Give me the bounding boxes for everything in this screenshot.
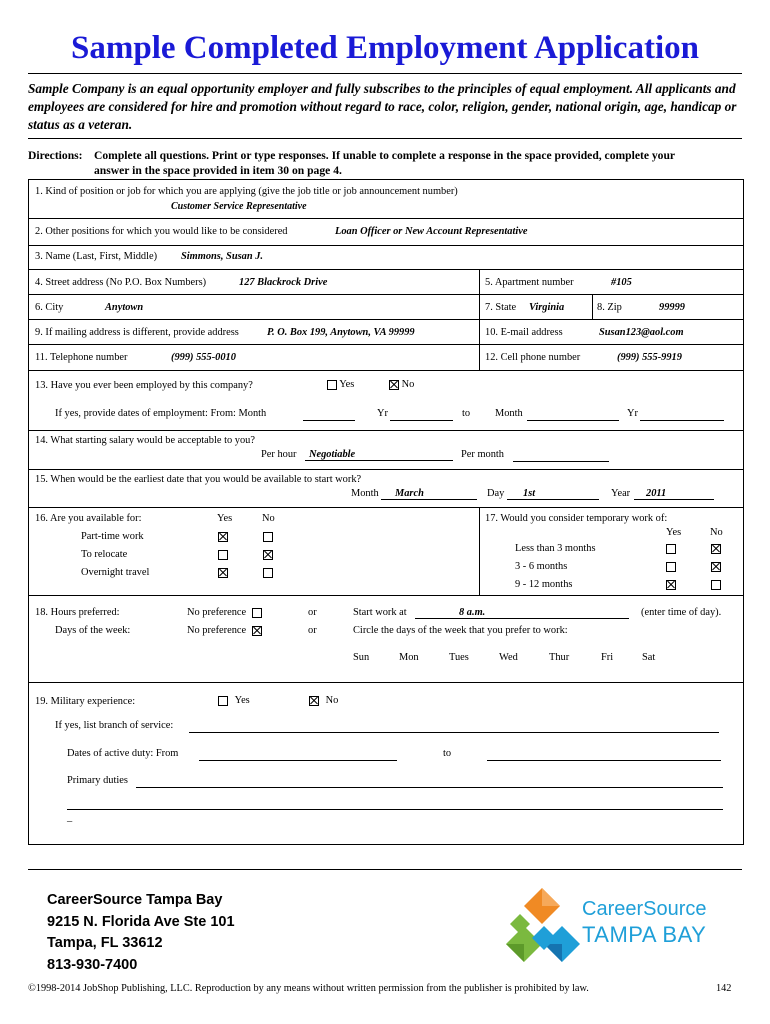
q18-day-option[interactable]: Sun xyxy=(353,652,370,663)
footer-street: 9215 N. Florida Ave Ste 101 xyxy=(47,913,235,930)
q18-start-field[interactable] xyxy=(415,607,629,619)
q17-yes-checkbox[interactable] xyxy=(666,544,676,554)
copyright: ©1998-2014 JobShop Publishing, LLC. Reproduction by any means without written permission from the publisher is prohibited by law. xyxy=(28,983,589,994)
q18-hours-label: 18. Hours preferred: xyxy=(35,607,120,618)
q13-to-month-field[interactable] xyxy=(527,420,619,421)
q2-label: 2. Other positions for which you would like to be considered xyxy=(35,226,288,237)
q19-row xyxy=(29,682,743,844)
q11-row xyxy=(29,344,743,371)
intro-divider xyxy=(28,138,742,139)
q13-yes-label: Yes xyxy=(339,379,355,390)
q18-enter-time: (enter time of day). xyxy=(641,607,722,618)
q6-divider xyxy=(479,294,480,319)
q19-branch-field[interactable] xyxy=(189,732,719,733)
q15-day-label: Day xyxy=(487,488,505,499)
q10-answer[interactable]: Susan123@aol.com xyxy=(599,327,684,338)
footer-city: Tampa, FL 33612 xyxy=(47,935,163,951)
q15-month-value: March xyxy=(395,488,424,499)
q9-label: 9. If mailing address is different, provide address xyxy=(35,327,239,338)
q7-answer[interactable]: Virginia xyxy=(529,302,565,313)
q18-hours-checkbox[interactable] xyxy=(252,608,262,618)
page-number: 142 xyxy=(716,983,732,994)
q16-row xyxy=(29,507,743,596)
q13-to-yr-field[interactable] xyxy=(640,420,724,421)
q11-answer[interactable]: (999) 555-0010 xyxy=(171,352,236,363)
q16-divider xyxy=(479,507,480,595)
q19-duties-label: Primary duties xyxy=(67,775,128,786)
q14-label: 14. What starting salary would be acceptable to you? xyxy=(35,435,255,446)
q18-days-label: Days of the week: xyxy=(55,625,131,636)
q19-label: 19. Military experience: xyxy=(35,696,136,707)
q16-no-checkbox[interactable] xyxy=(263,550,273,560)
q5-answer[interactable]: #105 xyxy=(611,277,632,288)
q11-divider xyxy=(479,344,480,370)
q5-label: 5. Apartment number xyxy=(485,277,574,288)
directions-line1: Complete all questions. Print or type responses. If unable to complete a response in the space provided, complete your xyxy=(94,149,676,162)
q16-item-label: To relocate xyxy=(81,549,128,560)
q19-yes-option[interactable] xyxy=(218,695,250,706)
q16-yes-checkbox[interactable] xyxy=(218,568,228,578)
q14-per-hour-value: Negotiable xyxy=(309,449,356,460)
q18-days-checkbox[interactable] xyxy=(252,626,262,636)
q18-day-option[interactable]: Tues xyxy=(449,652,469,663)
careersource-logo xyxy=(500,884,715,966)
q18-hours-nopref-label: No preference xyxy=(187,607,247,618)
q9-answer[interactable]: P. O. Box 199, Anytown, VA 99999 xyxy=(267,327,415,338)
q13-row xyxy=(29,370,743,431)
q16-no-checkbox[interactable] xyxy=(263,568,273,578)
q16-label: 16. Are you available for: xyxy=(35,513,142,524)
q13-yes-checkbox[interactable] xyxy=(327,380,337,390)
q13-yes-option[interactable] xyxy=(327,379,354,390)
q4-divider xyxy=(479,269,480,294)
q18-day-option[interactable]: Sat xyxy=(642,652,656,663)
q1-label: 1. Kind of position or job for which you are applying (give the job title or job announcement number) xyxy=(35,186,458,197)
q4-row xyxy=(29,269,743,295)
q14-row xyxy=(29,430,743,470)
q18-days-nopref-label: No preference xyxy=(187,625,247,636)
q9-row xyxy=(29,319,743,345)
q19-no-label: No xyxy=(325,695,339,706)
q19-no-checkbox[interactable] xyxy=(309,696,319,706)
q18-start-label: Start work at xyxy=(353,607,407,618)
q2-row xyxy=(29,218,743,246)
q15-year-value: 2011 xyxy=(646,488,667,499)
q17-no-checkbox[interactable] xyxy=(711,544,721,554)
q18-hours-nopref[interactable] xyxy=(187,607,262,618)
q19-branch-label: If yes, list branch of service: xyxy=(55,720,174,731)
q17-item-label: 9 - 12 months xyxy=(515,579,573,590)
q16-yes-checkbox[interactable] xyxy=(218,550,228,560)
title-divider xyxy=(28,73,742,74)
q17-no-header: No xyxy=(710,527,723,538)
q14-per-month-label: Per month xyxy=(461,449,505,460)
q13-no-checkbox[interactable] xyxy=(389,380,399,390)
directions-label: Directions: xyxy=(28,149,83,162)
q19-yes-checkbox[interactable] xyxy=(218,696,228,706)
q18-circle-label: Circle the days of the week that you prefer to work: xyxy=(353,625,568,636)
q19-dash: _ xyxy=(67,812,73,823)
q14-per-month-field[interactable] xyxy=(513,461,609,462)
q3-answer[interactable]: Simmons, Susan J. xyxy=(181,251,264,262)
directions xyxy=(28,148,748,178)
q13-from-yr-field[interactable] xyxy=(390,420,453,421)
q6-answer[interactable]: Anytown xyxy=(105,302,144,313)
logo-line1: CareerSource xyxy=(582,898,707,920)
q16-item-label: Overnight travel xyxy=(81,567,150,578)
footer-address xyxy=(47,890,235,976)
q1-answer[interactable]: Customer Service Representative xyxy=(171,201,307,212)
q15-year-field[interactable] xyxy=(634,488,714,500)
q13-dates-label: If yes, provide dates of employment: From: Month xyxy=(55,408,267,419)
q15-row xyxy=(29,469,743,508)
footer-phone: 813-930-7400 xyxy=(47,956,138,973)
q18-days-nopref[interactable] xyxy=(187,625,262,636)
q19-to-label: to xyxy=(443,748,452,759)
q8-answer[interactable]: 99999 xyxy=(659,302,685,313)
q1-row xyxy=(29,180,743,219)
footer-divider xyxy=(28,869,742,870)
q2-answer[interactable]: Loan Officer or New Account Representative xyxy=(335,226,528,237)
footer-org: CareerSource Tampa Bay xyxy=(47,892,223,908)
q16-yes-header: Yes xyxy=(217,513,233,524)
q15-label: 15. When would be the earliest date that you would be available to start work? xyxy=(35,474,362,485)
q15-month-field[interactable] xyxy=(381,488,477,500)
q15-year-label: Year xyxy=(611,488,631,499)
q12-label: 12. Cell phone number xyxy=(485,352,581,363)
page-title: Sample Completed Employment Application xyxy=(71,30,699,66)
q17-yes-checkbox[interactable] xyxy=(666,580,676,590)
q4-answer[interactable]: 127 Blackrock Drive xyxy=(239,277,328,288)
q6-label: 6. City xyxy=(35,302,64,313)
q13-no-label: No xyxy=(401,379,415,390)
q17-no-checkbox[interactable] xyxy=(711,580,721,590)
q15-day-field[interactable] xyxy=(507,488,599,500)
q7-label: 7. State xyxy=(485,302,517,313)
q18-day-option[interactable]: Thur xyxy=(549,652,570,663)
q18-day-option[interactable]: Wed xyxy=(499,652,518,663)
q19-dates-label: Dates of active duty: From xyxy=(67,748,179,759)
q19-yes-label: Yes xyxy=(234,695,250,706)
q18-day-option[interactable]: Fri xyxy=(601,652,614,663)
q16-item-label: Part-time work xyxy=(81,531,144,542)
q18-start-value: 8 a.m. xyxy=(459,607,486,618)
q19-to-field[interactable] xyxy=(487,760,721,761)
q16-yes-checkbox[interactable] xyxy=(218,532,228,542)
q17-label: 17. Would you consider temporary work of: xyxy=(485,513,668,524)
q17-yes-checkbox[interactable] xyxy=(666,562,676,572)
q19-no-option[interactable] xyxy=(309,695,338,706)
q18-row xyxy=(29,595,743,683)
q10-label: 10. E-mail address xyxy=(485,327,563,338)
logo-line2: TAMPA BAY xyxy=(582,922,707,947)
q12-answer[interactable]: (999) 555-9919 xyxy=(617,352,682,363)
q16-no-header: No xyxy=(262,513,275,524)
q11-label: 11. Telephone number xyxy=(35,352,128,363)
q8-label: 8. Zip xyxy=(597,302,622,313)
application-form xyxy=(28,179,744,845)
q3-label: 3. Name (Last, First, Middle) xyxy=(35,251,158,262)
directions-line2: answer in the space provided in item 30 on page 4. xyxy=(94,164,342,177)
eeo-statement: Sample Company is an equal opportunity employer and fully subscribes to the principles of equal employment. All applicants and employees are considered for hire and promotion without regard to race, color, religion, gender, national origin, age, handicap or status as a veteran. xyxy=(28,81,737,132)
q18-hours-or: or xyxy=(308,607,317,618)
q17-item-label: 3 - 6 months xyxy=(515,561,568,572)
q14-per-hour-field[interactable] xyxy=(305,449,453,461)
q13-label: 13. Have you ever been employed by this company? xyxy=(35,380,253,391)
q15-day-value: 1st xyxy=(523,488,536,499)
q19-duties-field-2[interactable] xyxy=(67,809,723,810)
q13-no-option[interactable] xyxy=(389,379,414,390)
q13-to-month-label: Month xyxy=(495,408,523,419)
q4-label: 4. Street address (No P.O. Box Numbers) xyxy=(35,277,207,288)
q6-row xyxy=(29,294,743,320)
q3-row xyxy=(29,245,743,270)
q19-from-field[interactable] xyxy=(199,760,397,761)
q17-yes-header: Yes xyxy=(666,527,682,538)
q17-no-checkbox[interactable] xyxy=(711,562,721,572)
q15-month-label: Month xyxy=(351,488,379,499)
q18-day-option[interactable]: Mon xyxy=(399,652,419,663)
q13-to-yr-label: Yr xyxy=(627,408,638,419)
q9-divider xyxy=(479,319,480,344)
q13-to-label: to xyxy=(462,408,471,419)
q13-yr-label: Yr xyxy=(377,408,388,419)
q14-per-hour-label: Per hour xyxy=(261,449,297,460)
q13-from-month-field[interactable] xyxy=(303,420,355,421)
q17-item-label: Less than 3 months xyxy=(515,543,596,554)
q7-divider xyxy=(592,294,593,319)
q19-duties-field-1[interactable] xyxy=(136,787,723,788)
q18-days-or: or xyxy=(308,625,317,636)
q16-no-checkbox[interactable] xyxy=(263,532,273,542)
